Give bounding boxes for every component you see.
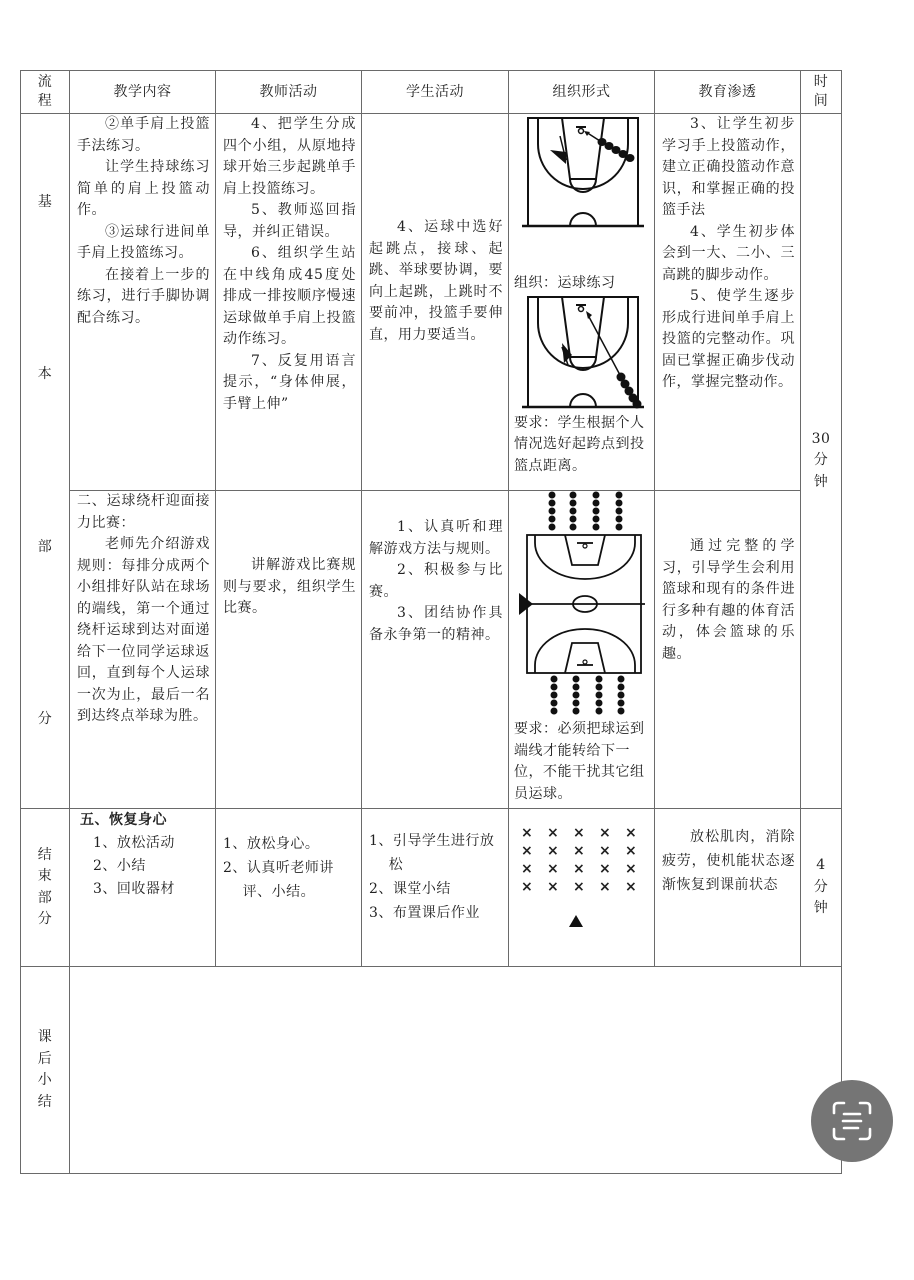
flow-char: 分: [37, 711, 53, 727]
student-mark: ×: [625, 825, 638, 841]
education-paragraph: 3、让学生初步学习手上投篮动作，建立正确投篮动作意识，和掌握正确的投篮手法: [662, 116, 795, 218]
student-mark: ×: [599, 825, 612, 841]
bottom-lines: [550, 676, 624, 715]
education-paragraph: 放松肌肉，消除疲劳，使机能状态逐渐恢复到课前状态: [662, 829, 795, 893]
flow-char: 束: [37, 868, 53, 884]
table-row-basic-1: [21, 114, 842, 491]
student-mark: ×: [573, 825, 586, 841]
organization-requirement: 要求：学生根据个人情况选好起跨点到投篮点距离。: [514, 414, 645, 474]
content-list-item: 2、小结: [93, 858, 146, 874]
full-court-relay-diagram: [517, 491, 647, 719]
half-court-shooting-drill-diagram: [520, 114, 644, 232]
student-mark: ×: [625, 861, 638, 877]
teacher-paragraph: 7、反复用语言提示，“身体伸展，手臂上伸”: [223, 352, 356, 412]
header-teacher: 教师活动: [216, 71, 362, 114]
education-cell: [655, 491, 801, 809]
flow-char: 部: [37, 538, 53, 555]
student-list-item: 1、引导学生进行放松: [369, 833, 495, 873]
teacher-paragraph: 5、教师巡回指导，并纠正错误。: [223, 202, 356, 240]
header-flow-line1: 流: [37, 74, 53, 90]
flow-cell-ending: [21, 809, 70, 967]
flow-char: 结: [37, 1093, 53, 1110]
scan-text-button[interactable]: [811, 1080, 893, 1162]
organization-requirement: 要求：必须把球运到端线才能转给下一位，不能干扰其它组员运球。: [514, 721, 645, 802]
table-row-basic-2: [21, 491, 842, 809]
organization-cell: [509, 114, 655, 491]
content-cell: [70, 114, 216, 491]
education-paragraph: 4、学生初步体会到一大、二小、三高跳的脚步动作。: [662, 223, 795, 283]
student-list-item: 2、课堂小结: [369, 881, 451, 897]
student-mark: ×: [547, 879, 560, 895]
organization-label: 组织：运球练习: [514, 275, 616, 291]
student-mark: ×: [521, 843, 534, 859]
flow-char: 本: [37, 366, 53, 382]
student-mark: ×: [625, 843, 638, 859]
flow-char: 课: [37, 1029, 53, 1045]
time-unit: 钟: [813, 473, 829, 490]
content-paragraph: 二、运球绕杆迎面接力比赛：: [77, 493, 210, 531]
header-flow-line2: 程: [37, 93, 53, 109]
student-paragraph: 1、认真听和理解游戏方法与规则。: [369, 519, 503, 557]
student-mark: ×: [547, 825, 560, 841]
teacher-list-item: 2、认真听老师讲评、小结。: [223, 860, 334, 900]
header-time-line1: 时: [813, 74, 829, 90]
time-value: 4: [816, 857, 826, 874]
student-mark: ×: [599, 861, 612, 877]
content-section-title: 五、恢复身心: [80, 812, 167, 828]
header-time: [801, 71, 842, 114]
time-unit: 钟: [813, 900, 829, 917]
flow-char: 小: [37, 1072, 53, 1088]
teacher-position-icon: [569, 915, 583, 927]
student-mark: ×: [573, 861, 586, 877]
flow-char: 部: [37, 889, 53, 906]
content-list-item: 1、放松活动: [93, 835, 175, 851]
content-paragraph: ②单手肩上投篮手法练习。: [77, 116, 210, 154]
student-paragraph: 3、团结协作具备永争第一的精神。: [369, 605, 503, 643]
organization-cell: [509, 809, 655, 967]
lesson-plan-table: [20, 70, 842, 1174]
flow-char: 后: [37, 1050, 53, 1067]
time-unit: 分: [813, 878, 829, 895]
scan-text-icon: [830, 1099, 874, 1143]
education-paragraph: 5、使学生逐步形成行进间单手肩上投篮的完整动作。巩固已掌握正确步伐动作，掌握完整动作。: [662, 288, 795, 390]
flow-char: 结: [37, 846, 53, 863]
student-cell: [362, 491, 509, 809]
student-mark: ×: [573, 879, 586, 895]
teacher-paragraph: 4、把学生分成四个小组，从原地持球开始三步起跳单手肩上投篮练习。: [223, 116, 356, 197]
student-mark: ×: [547, 843, 560, 859]
time-value: 30: [811, 430, 831, 447]
content-paragraph: 老师先介绍游戏规则：每排分成两个小组排好队站在球场的端线，第一个通过绕杆运球到达对面递给下一位同学运球返回，直到每个人运球一次为止，最后一名到达终点举球为胜。: [77, 536, 210, 724]
flow-cell-basic: [21, 114, 70, 809]
content-list-item: 3、回收器材: [93, 881, 175, 897]
table-header-row: [21, 71, 842, 114]
table-row-summary: [21, 967, 842, 1174]
flow-char: 基: [37, 193, 53, 210]
table-row-ending: [21, 809, 842, 967]
teacher-paragraph: 讲解游戏比赛规则与要求，组织学生比赛。: [223, 557, 356, 616]
student-mark: ×: [599, 843, 612, 859]
student-cell: [362, 114, 509, 491]
time-cell-basic: [801, 114, 842, 809]
content-cell: [70, 809, 216, 967]
organization-cell: [509, 491, 655, 809]
education-cell: [655, 809, 801, 967]
student-mark: ×: [573, 843, 586, 859]
student-mark: ×: [521, 879, 534, 895]
student-mark: ×: [521, 861, 534, 877]
content-cell: [70, 491, 216, 809]
header-flow: [21, 71, 70, 114]
teacher-cell: [216, 491, 362, 809]
summary-content-cell[interactable]: [70, 967, 842, 1174]
content-paragraph: 让学生持球练习简单的肩上投篮动作。: [77, 159, 210, 218]
time-cell-ending: [801, 809, 842, 967]
half-court-dribble-drill-diagram: [520, 295, 644, 413]
flow-char: 分: [37, 911, 53, 927]
education-paragraph: 通过完整的学习，引导学生会利用篮球和现有的条件进行多种有趣的体育活动，体会篮球的乐趣。: [662, 538, 795, 662]
student-mark: ×: [521, 825, 534, 841]
header-student: 学生活动: [362, 71, 509, 114]
student-list-item: 3、布置课后作业: [369, 905, 480, 921]
content-paragraph: 在接着上一步的练习，进行手脚协调配合练习。: [77, 266, 210, 326]
header-time-line2: 间: [813, 93, 829, 109]
student-formation-grid: [509, 809, 654, 895]
time-unit: 分: [813, 452, 829, 469]
student-mark: ×: [599, 879, 612, 895]
content-paragraph: ③运球行进间单手肩上投篮练习。: [77, 223, 210, 261]
education-cell: [655, 114, 801, 491]
student-mark: ×: [625, 879, 638, 895]
teacher-paragraph: 6、组织学生站在中线角成45度处排成一排按顺序慢速运球做单手肩上投篮动作练习。: [223, 245, 356, 347]
top-lines: [548, 492, 622, 531]
student-paragraph: 4、运球中选好起跳点，接球、起跳、举球要协调，要向上起跳，上跳时不要前冲，投篮手要伸直，用力要适当。: [369, 219, 503, 343]
header-education: 教育渗透: [655, 71, 801, 114]
header-organization: 组织形式: [509, 71, 655, 114]
teacher-list-item: 1、放松身心。: [223, 836, 320, 852]
flow-cell-summary: [21, 967, 70, 1174]
teacher-cell: [216, 809, 362, 967]
student-paragraph: 2、积极参与比赛。: [369, 562, 503, 600]
student-mark: ×: [547, 861, 560, 877]
header-content: 教学内容: [70, 71, 216, 114]
teacher-cell: [216, 114, 362, 491]
student-cell: [362, 809, 509, 967]
